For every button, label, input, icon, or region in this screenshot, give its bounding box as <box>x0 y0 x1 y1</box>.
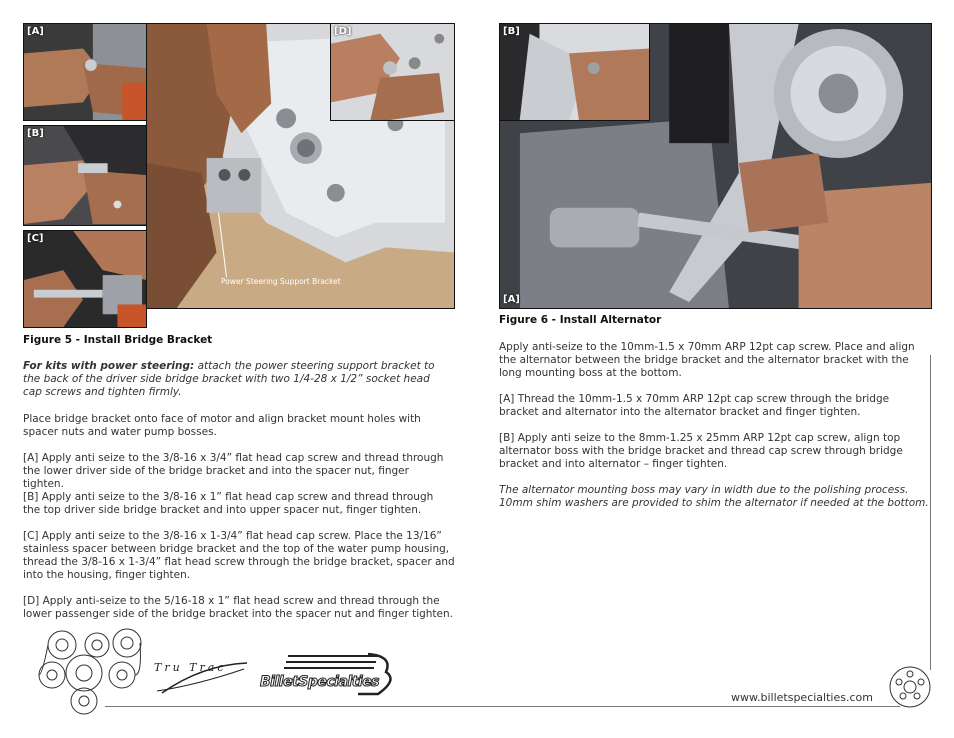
alternator-note-paragraph: The alternator mounting boss may vary in width due to the polishing process. 10mm shim washers are provided to shim the alternator if needed at the bottom. <box>499 484 929 509</box>
figure5-caption: Figure 5 - Install Bridge Bracket <box>23 334 213 346</box>
power-steering-paragraph <box>23 360 443 399</box>
step-d-paragraph: [D] Apply anti-seize to the 5/16-18 x 1” flat head screw and thread through the lower passenger side of the bridge bracket into the spacer nut and finger tighten. <box>23 595 453 620</box>
alternator-step-b-paragraph: [B] Apply anti seize to the 8mm-1.25 x 25mm ARP 12pt cap screw, align top alternator boss with the bridge bracket and thread cap screw through bridge bracket and into alternator – finger tighten. <box>499 432 903 470</box>
power-steering-lead: For kits with power steering: <box>23 360 195 372</box>
step-a-paragraph: [A] Apply anti seize to the 3/8-16 x 3/4” flat head cap screw and thread through the lower driver side of the bridge bracket and into the spacer nut, finger tighten. <box>23 452 444 490</box>
step-c-paragraph: [C] Apply anti seize to the 3/8-16 x 1-3/4” flat head cap screw. Place the 13/16” stainless spacer between bridge bracket and the top of the water pump housing, thread the 3/8-16 x 1-3/4” flat head screw through the bridge bracket, spacer and into the housing, finger tighten. <box>23 530 455 581</box>
billet-specialties-logo <box>258 650 413 698</box>
step-b-paragraph: [B] Apply anti seize to the 3/8-16 x 1” flat head cap screw and thread through the top driver side bridge bracket and into upper spacer nut, finger tighten. <box>23 491 434 516</box>
place-bracket-paragraph: Place bridge bracket onto face of motor and align bracket mount holes with spacer nuts and water pump bosses. <box>23 413 421 438</box>
pulley-corner-icon <box>888 665 932 709</box>
figure5-inset-a-photo <box>23 23 147 121</box>
inset-b-label: [B] <box>27 128 44 139</box>
power-steering-text: attach the power steering support bracket to the back of the driver side bridge bracket with two 1/4-28 x 1/2” socket head cap screws and tighten firmly. <box>23 360 435 398</box>
power-steering-bracket-callout: Power Steering Support Bracket <box>221 277 341 286</box>
billet-specialties-logo-text: BilletSpecialties <box>260 674 380 690</box>
figure5-inset-d-photo <box>330 23 455 121</box>
inset-a-label: [A] <box>27 26 44 37</box>
right-margin-rule <box>930 355 931 670</box>
figure6-a-label: [A] <box>503 294 520 305</box>
inset-d-label: [D] <box>334 26 352 37</box>
footer-rule <box>105 706 900 707</box>
trutrac-logo-text: Tru Trac <box>154 661 227 674</box>
alternator-step-a-paragraph: [A] Thread the 10mm-1.5 x 70mm ARP 12pt cap screw through the bridge bracket and alternator into the alternator bracket and finger tighten. <box>499 393 890 418</box>
figure5-inset-c-photo <box>23 230 147 328</box>
figure6-inset-b-label: [B] <box>503 26 520 37</box>
trutrac-logo <box>152 655 252 697</box>
alternator-intro-paragraph: Apply anti-seize to the 10mm-1.5 x 70mm ARP 12pt cap screw. Place and align the alternator between the bridge bracket and the alternator bracket with the long mounting boss at the bottom. <box>499 341 915 379</box>
inset-c-label: [C] <box>27 233 44 244</box>
figure6-inset-b-photo <box>499 23 650 121</box>
website-url: www.billetspecialties.com <box>731 691 873 704</box>
pulley-drive-illustration <box>22 625 152 715</box>
figure6-caption: Figure 6 - Install Alternator <box>499 314 662 326</box>
figure5-inset-b-photo <box>23 125 147 226</box>
